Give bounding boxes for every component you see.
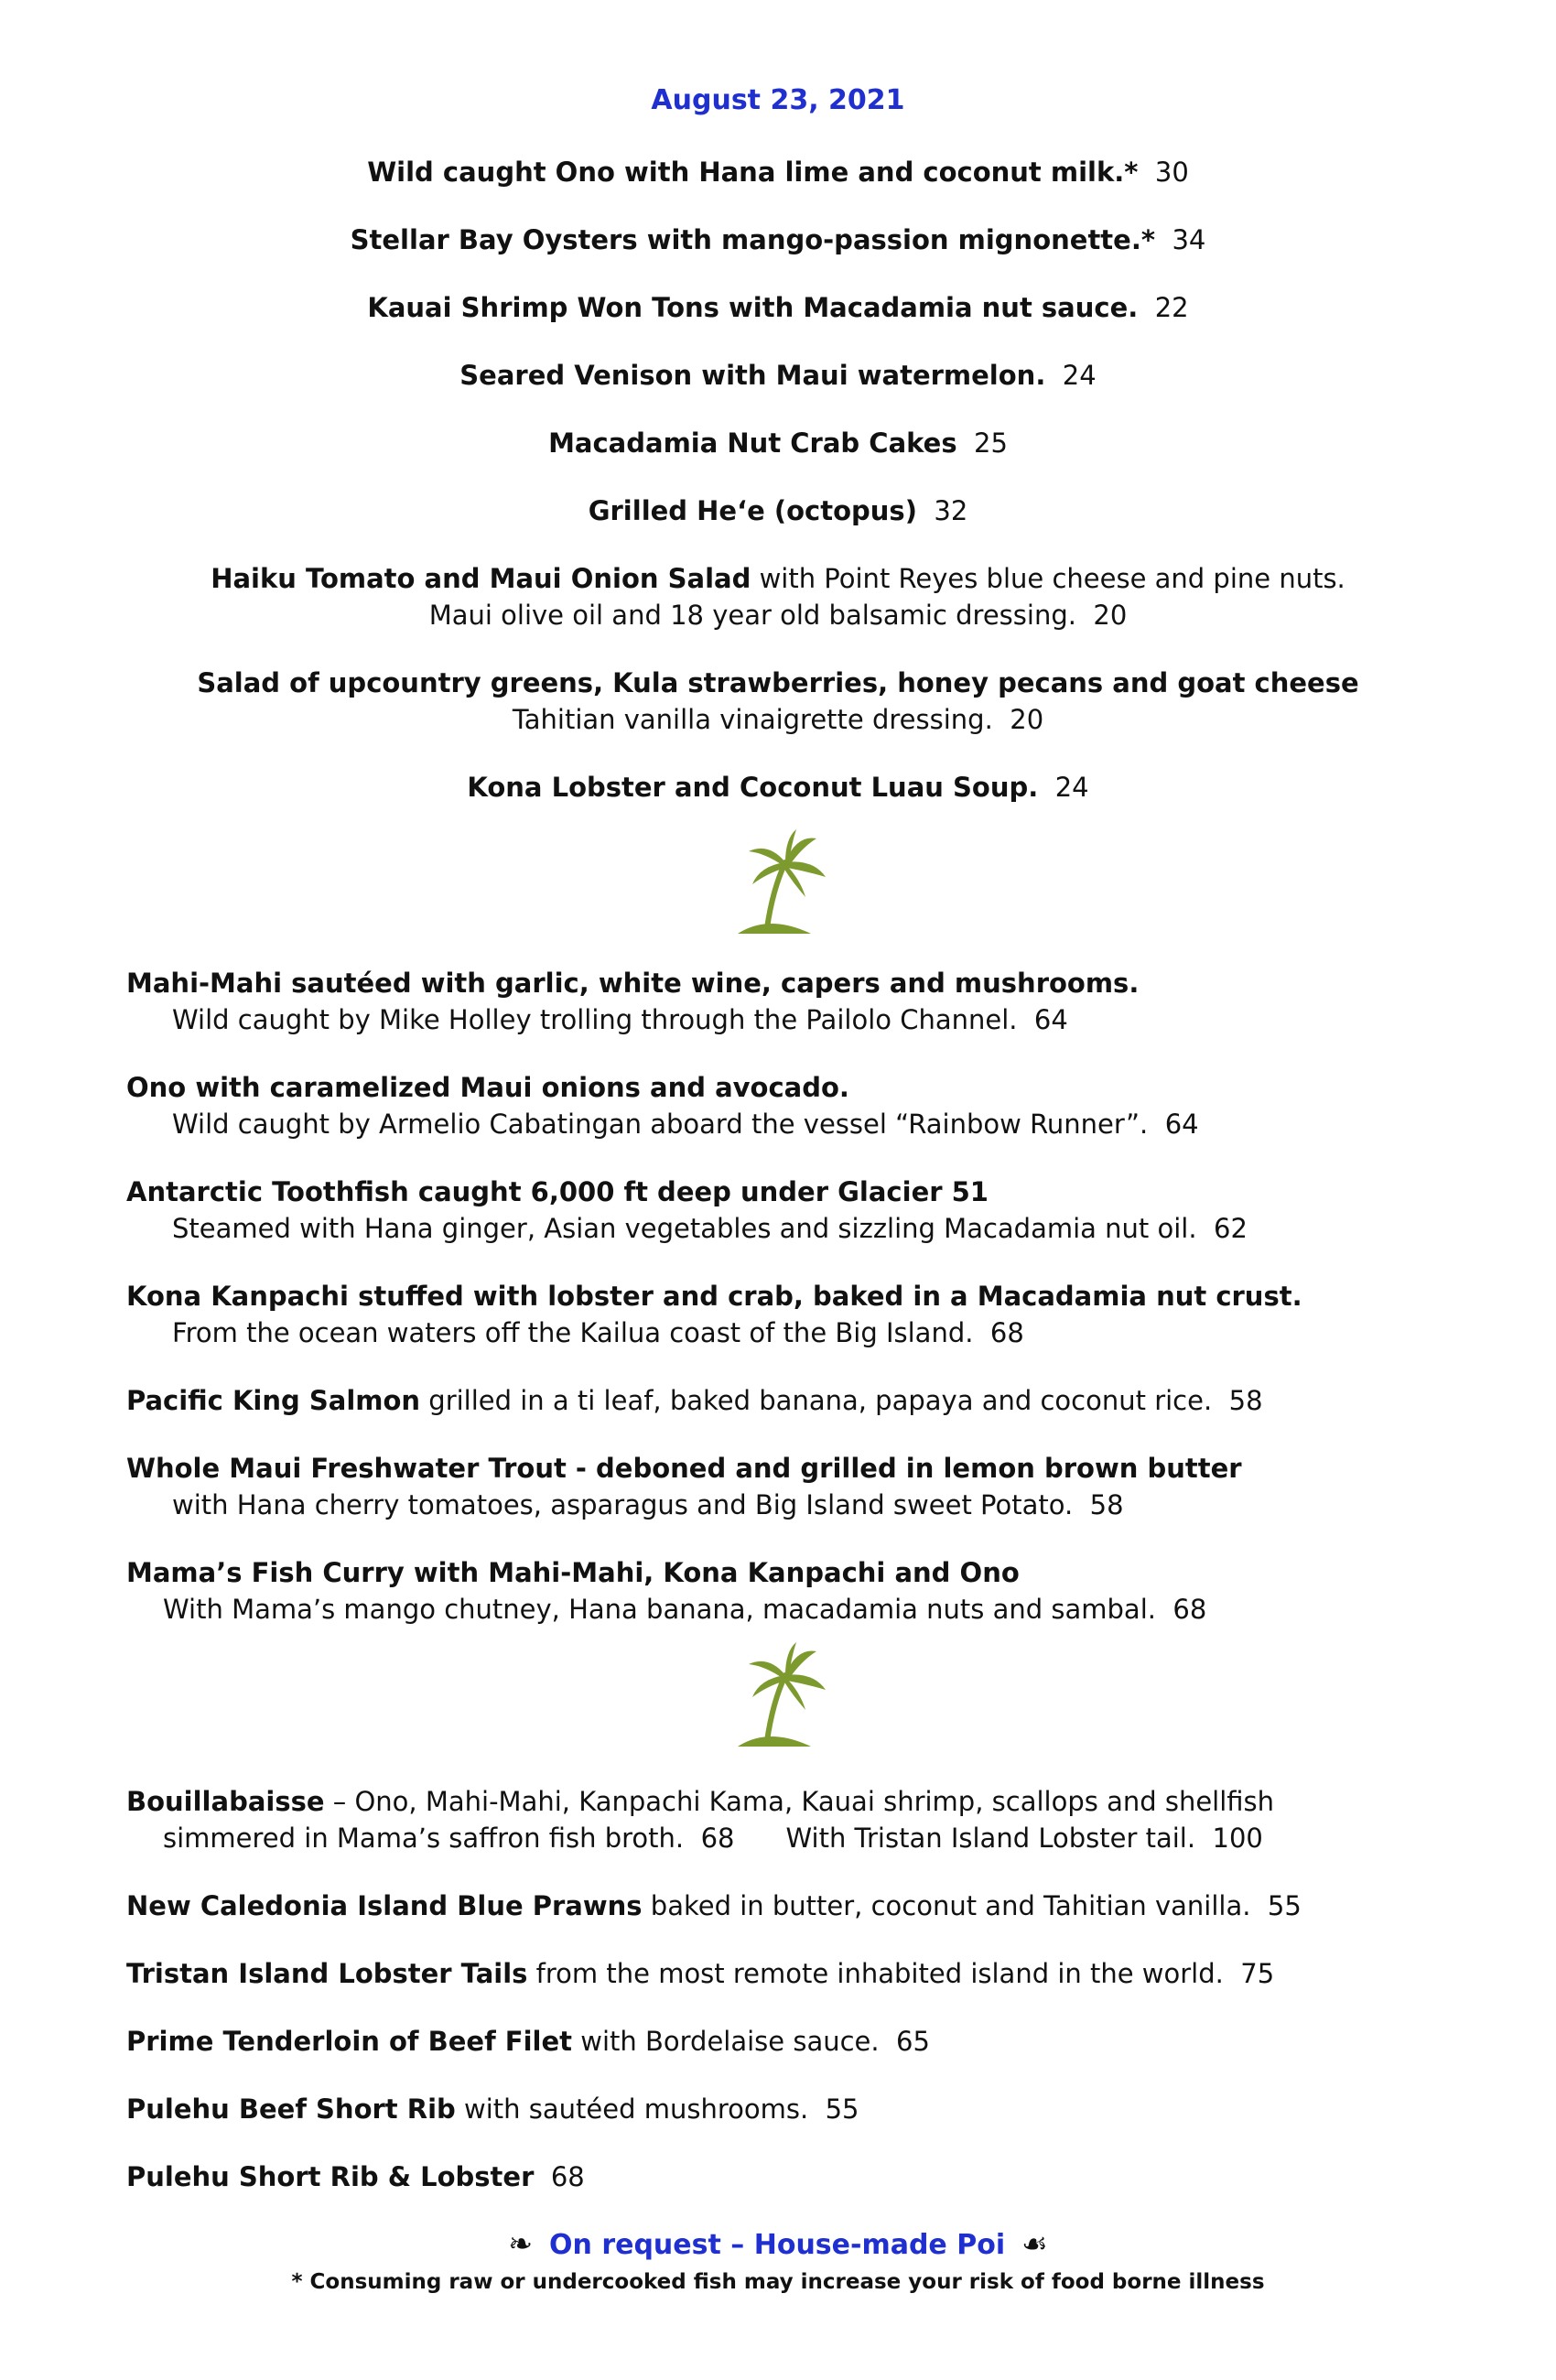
fish-item: Kona Kanpachi stuffed with lobster and crab, baked in a Macadamia nut crust. From the ocean waters off the Kailua coast of the Big Island. 68 [126, 1281, 1302, 1348]
floral-ornament-right-icon: ☙ [1021, 2226, 1048, 2261]
starter-item: Wild caught Ono with Hana lime and coconut milk.* 30 [367, 157, 1189, 188]
salad-item: Salad of upcountry greens, Kula strawberries, honey pecans and goat cheese Tahitian vanilla vinaigrette dressing. 20 [197, 667, 1359, 735]
fish-item: Whole Maui Freshwater Trout - deboned and grilled in lemon brown butter with Hana cherry tomatoes, asparagus and Big Island sweet Potato. 58 [126, 1453, 1242, 1520]
fish-item: Pacific King Salmon grilled in a ti leaf, baked banana, papaya and coconut rice. 58 [126, 1385, 1263, 1416]
palm-tree-icon [732, 1639, 833, 1758]
mains-section [126, 1783, 1499, 2195]
soup-item: Kona Lobster and Coconut Luau Soup. 24 [467, 772, 1089, 803]
fish-item: Mama’s Fish Curry with Mahi-Mahi, Kona Kanpachi and Ono With Mama’s mango chutney, Hana banana, macadamia nuts and sambal. 68 [126, 1557, 1207, 1625]
main-item: Tristan Island Lobster Tails from the most remote inhabited island in the world. 75 [126, 1958, 1275, 1989]
main-item: Bouillabaisse – Ono, Mahi-Mahi, Kanpachi Kama, Kauai shrimp, scallops and shellfish simmered in Mama’s saffron fish broth. 68 With Tristan Island Lobster tail. 100 [126, 1786, 1275, 1854]
starter-item: Macadamia Nut Crab Cakes 25 [548, 427, 1008, 459]
on-request-text: On request – House-made Poi [549, 2229, 1006, 2261]
main-item: Pulehu Beef Short Rib with sautéed mushrooms. 55 [126, 2093, 859, 2125]
starter-item: Kauai Shrimp Won Tons with Macadamia nut sauce. 22 [367, 292, 1189, 323]
starter-item: Seared Venison with Maui watermelon. 24 [459, 360, 1097, 391]
fish-item: Ono with caramelized Maui onions and avocado. Wild caught by Armelio Cabatingan aboard the vessel “Rainbow Runner”. 64 [126, 1072, 1199, 1140]
main-item: Prime Tenderloin of Beef Filet with Bordelaise sauce. 65 [126, 2026, 930, 2057]
main-item: New Caledonia Island Blue Prawns baked in butter, coconut and Tahitian vanilla. 55 [126, 1890, 1302, 1921]
on-request-line [0, 2226, 1556, 2261]
main-item: Pulehu Short Rib & Lobster 68 [126, 2161, 585, 2192]
starters-section [0, 154, 1556, 806]
floral-ornament-left-icon: ❧ [508, 2226, 534, 2261]
fish-item: Antarctic Toothfish caught 6,000 ft deep under Glacier 51 Steamed with Hana ginger, Asian vegetables and sizzling Macadamia nut oil. 62 [126, 1176, 1248, 1244]
fish-item: Mahi-Mahi sautéed with garlic, white wine, capers and mushrooms. Wild caught by Mike Holley trolling through the Pailolo Channel. 64 [126, 968, 1140, 1035]
food-safety-warning: * Consuming raw or undercooked fish may increase your risk of food borne illness [291, 2270, 1265, 2294]
starter-item: Stellar Bay Oysters with mango-passion mignonette.* 34 [350, 224, 1206, 255]
starter-item: Grilled He‘e (octopus) 32 [588, 495, 968, 526]
fish-section [126, 965, 1499, 1628]
palm-tree-icon [732, 826, 833, 945]
menu-date: August 23, 2021 [651, 84, 905, 116]
salad-item: Haiku Tomato and Maui Onion Salad with Point Reyes blue cheese and pine nuts. Maui olive oil and 18 year old balsamic dressing. 20 [211, 563, 1345, 631]
